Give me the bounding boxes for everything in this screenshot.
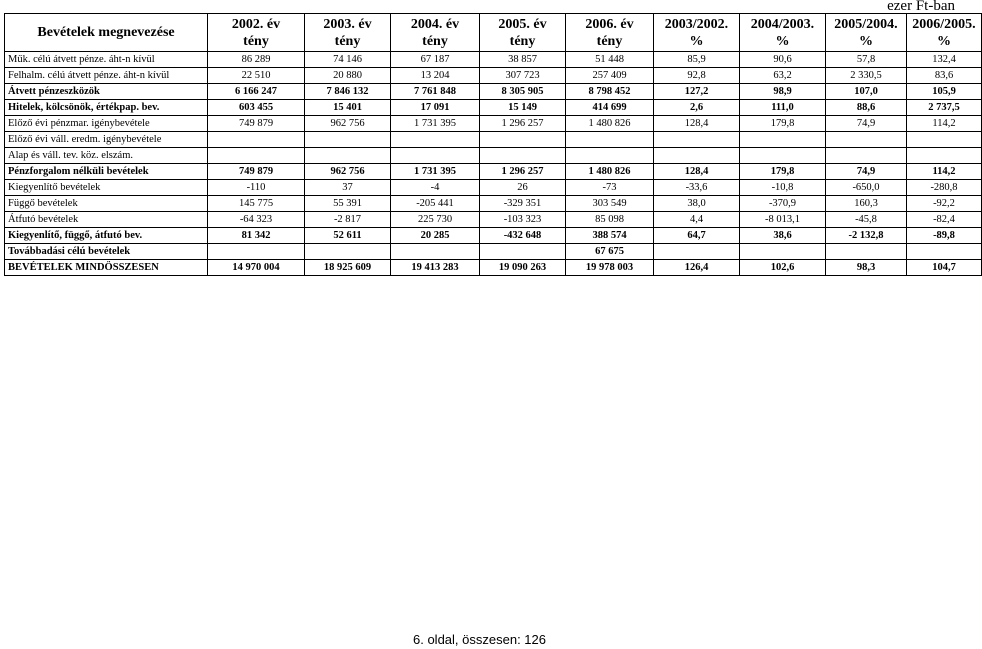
- table-cell: 92,8: [654, 68, 740, 84]
- table-cell: 98,3: [826, 260, 907, 276]
- table-cell: 86 289: [208, 52, 305, 68]
- table-cell: [480, 148, 566, 164]
- table-cell: -45,8: [826, 212, 907, 228]
- table-cell: 52 611: [305, 228, 391, 244]
- table-cell: 127,2: [654, 84, 740, 100]
- table-cell: 307 723: [480, 68, 566, 84]
- table-cell: [826, 244, 907, 260]
- table-cell: 63,2: [740, 68, 826, 84]
- column-header: 2002. év tény: [208, 14, 305, 52]
- table-cell: 114,2: [907, 164, 982, 180]
- table-cell: 303 549: [566, 196, 654, 212]
- table-cell: [305, 244, 391, 260]
- table-cell: [907, 132, 982, 148]
- table-row: [5, 68, 982, 84]
- table-body: [5, 52, 982, 276]
- column-header: 2004/2003. %: [740, 14, 826, 52]
- table-cell: 2 330,5: [826, 68, 907, 84]
- table-cell: 962 756: [305, 164, 391, 180]
- table-cell: [654, 132, 740, 148]
- header-row: [5, 14, 982, 52]
- table-row: [5, 196, 982, 212]
- table-cell: 1 480 826: [566, 116, 654, 132]
- table-cell: 74 146: [305, 52, 391, 68]
- table-cell: 179,8: [740, 164, 826, 180]
- table-cell: 14 970 004: [208, 260, 305, 276]
- row-label: Kiegyenlítő bevételek: [5, 180, 208, 196]
- table-row: [5, 52, 982, 68]
- table-cell: 19 413 283: [391, 260, 480, 276]
- table-cell: [654, 148, 740, 164]
- table-row: [5, 148, 982, 164]
- table-cell: 8 798 452: [566, 84, 654, 100]
- table-cell: [208, 244, 305, 260]
- table-cell: 67 675: [566, 244, 654, 260]
- table-cell: 98,9: [740, 84, 826, 100]
- table-cell: [826, 148, 907, 164]
- table-cell: [654, 244, 740, 260]
- table-cell: [740, 244, 826, 260]
- table-cell: [480, 132, 566, 148]
- table-cell: [391, 244, 480, 260]
- table-cell: [907, 148, 982, 164]
- table-cell: 88,6: [826, 100, 907, 116]
- table-cell: 13 204: [391, 68, 480, 84]
- column-header: 2005. év tény: [480, 14, 566, 52]
- column-header: 2003. év tény: [305, 14, 391, 52]
- table-cell: [826, 132, 907, 148]
- table-cell: -110: [208, 180, 305, 196]
- table-cell: 603 455: [208, 100, 305, 116]
- table-cell: 145 775: [208, 196, 305, 212]
- table-cell: 126,4: [654, 260, 740, 276]
- table-cell: 37: [305, 180, 391, 196]
- table-cell: 64,7: [654, 228, 740, 244]
- table-cell: 19 090 263: [480, 260, 566, 276]
- column-header: 2004. év tény: [391, 14, 480, 52]
- table-cell: 20 285: [391, 228, 480, 244]
- table-cell: 179,8: [740, 116, 826, 132]
- table-cell: 7 846 132: [305, 84, 391, 100]
- table-cell: [305, 132, 391, 148]
- table-cell: 749 879: [208, 164, 305, 180]
- table-cell: 6 166 247: [208, 84, 305, 100]
- row-label: Pénzforgalom nélküli bevételek: [5, 164, 208, 180]
- column-header: 2003/2002. %: [654, 14, 740, 52]
- table-cell: 388 574: [566, 228, 654, 244]
- table-cell: 38 857: [480, 52, 566, 68]
- table-cell: [740, 132, 826, 148]
- table-row: [5, 228, 982, 244]
- table-cell: 1 480 826: [566, 164, 654, 180]
- table-cell: 15 149: [480, 100, 566, 116]
- page-footer: 6. oldal, összesen: 126: [413, 632, 546, 647]
- table-cell: 22 510: [208, 68, 305, 84]
- table-cell: -329 351: [480, 196, 566, 212]
- table-cell: [391, 148, 480, 164]
- table-cell: [208, 148, 305, 164]
- table-cell: [566, 132, 654, 148]
- table-cell: 20 880: [305, 68, 391, 84]
- table-cell: 1 296 257: [480, 164, 566, 180]
- table-cell: 1 731 395: [391, 116, 480, 132]
- row-label: BEVÉTELEK MINDÖSSZESEN: [5, 260, 208, 276]
- table-cell: 18 925 609: [305, 260, 391, 276]
- table-cell: -82,4: [907, 212, 982, 228]
- table-row: [5, 260, 982, 276]
- table-cell: 107,0: [826, 84, 907, 100]
- table-row: [5, 164, 982, 180]
- row-label: Alap és váll. tev. köz. elszám.: [5, 148, 208, 164]
- table-cell: -89,8: [907, 228, 982, 244]
- table-cell: 128,4: [654, 116, 740, 132]
- row-label: Függő bevételek: [5, 196, 208, 212]
- table-cell: 2,6: [654, 100, 740, 116]
- row-label: Előző évi váll. eredm. igénybevétele: [5, 132, 208, 148]
- table-cell: 1 731 395: [391, 164, 480, 180]
- row-label: Hitelek, kölcsönök, értékpap. bev.: [5, 100, 208, 116]
- table-cell: -280,8: [907, 180, 982, 196]
- table-cell: 38,0: [654, 196, 740, 212]
- table-cell: [480, 244, 566, 260]
- table-cell: -2 132,8: [826, 228, 907, 244]
- table-cell: [907, 244, 982, 260]
- table-cell: 90,6: [740, 52, 826, 68]
- table-cell: 749 879: [208, 116, 305, 132]
- table-cell: -8 013,1: [740, 212, 826, 228]
- column-header-label: Bevételek megnevezése: [5, 14, 208, 52]
- row-label: Továbbadási célú bevételek: [5, 244, 208, 260]
- table-cell: 160,3: [826, 196, 907, 212]
- table-cell: 257 409: [566, 68, 654, 84]
- table-cell: 74,9: [826, 164, 907, 180]
- table-cell: 2 737,5: [907, 100, 982, 116]
- table-row: [5, 212, 982, 228]
- table-cell: 8 305 905: [480, 84, 566, 100]
- table-cell: 57,8: [826, 52, 907, 68]
- table-cell: 15 401: [305, 100, 391, 116]
- table-cell: 74,9: [826, 116, 907, 132]
- table-cell: 67 187: [391, 52, 480, 68]
- table-cell: 19 978 003: [566, 260, 654, 276]
- table-cell: 38,6: [740, 228, 826, 244]
- table-cell: 85,9: [654, 52, 740, 68]
- table-cell: 81 342: [208, 228, 305, 244]
- row-label: Átvett pénzeszközök: [5, 84, 208, 100]
- table-cell: 105,9: [907, 84, 982, 100]
- row-label: Műk. célú átvett pénze. áht-n kívül: [5, 52, 208, 68]
- table-cell: 51 448: [566, 52, 654, 68]
- table-cell: -92,2: [907, 196, 982, 212]
- table-cell: 7 761 848: [391, 84, 480, 100]
- table-cell: 26: [480, 180, 566, 196]
- table-cell: -370,9: [740, 196, 826, 212]
- table-cell: 225 730: [391, 212, 480, 228]
- table-cell: [391, 132, 480, 148]
- table-cell: 962 756: [305, 116, 391, 132]
- table-cell: 102,6: [740, 260, 826, 276]
- table-cell: [740, 148, 826, 164]
- row-label: Kiegyenlítő, függő, átfutó bev.: [5, 228, 208, 244]
- table-cell: -2 817: [305, 212, 391, 228]
- table-cell: -432 648: [480, 228, 566, 244]
- column-header: 2006/2005. %: [907, 14, 982, 52]
- row-label: Átfutó bevételek: [5, 212, 208, 228]
- table-cell: [305, 148, 391, 164]
- table-row: [5, 244, 982, 260]
- table-cell: -10,8: [740, 180, 826, 196]
- table-row: [5, 100, 982, 116]
- row-label: Előző évi pénzmar. igénybevétele: [5, 116, 208, 132]
- column-header: 2005/2004. %: [826, 14, 907, 52]
- table-cell: 55 391: [305, 196, 391, 212]
- table-row: [5, 84, 982, 100]
- row-label: Felhalm. célú átvett pénze. áht-n kívül: [5, 68, 208, 84]
- unit-note: ezer Ft-ban: [887, 0, 955, 14]
- table-row: [5, 116, 982, 132]
- table-cell: 17 091: [391, 100, 480, 116]
- table-cell: -103 323: [480, 212, 566, 228]
- table-cell: 104,7: [907, 260, 982, 276]
- table-cell: 85 098: [566, 212, 654, 228]
- table-cell: 1 296 257: [480, 116, 566, 132]
- table-cell: 83,6: [907, 68, 982, 84]
- table-cell: -205 441: [391, 196, 480, 212]
- table-cell: 4,4: [654, 212, 740, 228]
- table-cell: -64 323: [208, 212, 305, 228]
- column-header: 2006. év tény: [566, 14, 654, 52]
- table-cell: [566, 148, 654, 164]
- table-row: [5, 180, 982, 196]
- table-cell: -4: [391, 180, 480, 196]
- table-cell: 111,0: [740, 100, 826, 116]
- revenue-table: [4, 13, 982, 276]
- table-cell: -33,6: [654, 180, 740, 196]
- table-cell: 132,4: [907, 52, 982, 68]
- table-cell: 414 699: [566, 100, 654, 116]
- table-cell: 114,2: [907, 116, 982, 132]
- table-row: [5, 132, 982, 148]
- table-cell: -650,0: [826, 180, 907, 196]
- table-cell: -73: [566, 180, 654, 196]
- table-cell: [208, 132, 305, 148]
- table-cell: 128,4: [654, 164, 740, 180]
